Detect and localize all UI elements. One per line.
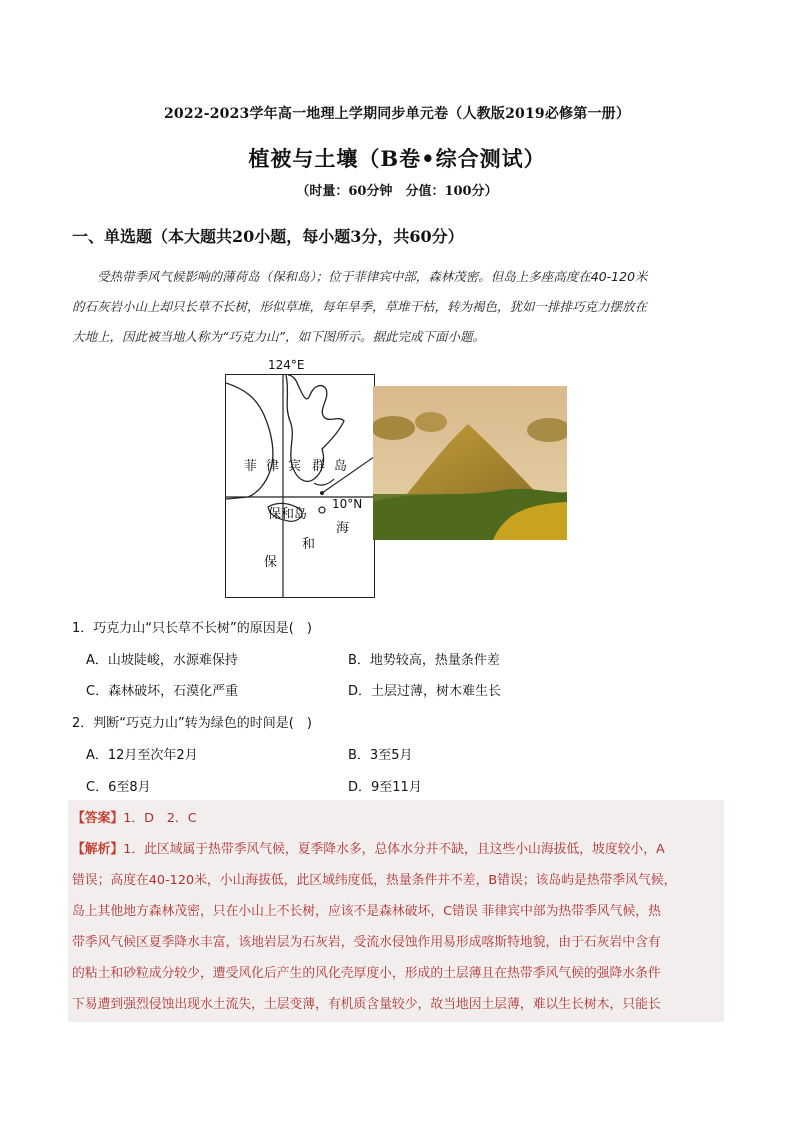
intro-passage [72, 262, 732, 352]
intro-line: 受热带季风气候影响的薄荷岛（保和岛）；位于菲律宾中部，森林茂密。但岛上多座高度在40-120米 [97, 269, 648, 284]
question-2-option-b: B．3至5月 [348, 748, 413, 763]
intro-line: 的石灰岩小山上却只长草不长树，形似草堆，每年旱季，草堆干枯，转为褐色，犹如一排排巧克力摆放在 [72, 299, 648, 314]
document-header: 2022-2023学年高一地理上学期同步单元卷（人教版2019必修第一册） [163, 106, 631, 122]
map-label-latitude: 10°N [332, 497, 363, 511]
question-1-option-b: B．地势较高，热量条件差 [348, 653, 500, 668]
page-title: 植被与土壤（B卷•综合测试） [248, 146, 546, 171]
intro-line: 大地上，因此被当地人称为“巧克力山”，如下图所示。据此完成下面小题。 [72, 329, 485, 344]
photo-illustration [373, 386, 567, 540]
question-1 [72, 617, 312, 636]
question-2-option-c: C．6至8月 [86, 780, 151, 795]
question-stem: 判断“巧克力山”转为绿色的时间是( ) [93, 716, 312, 731]
map-label: 宾 [288, 459, 302, 474]
answer-line [72, 807, 724, 826]
question-2 [72, 712, 312, 731]
map-label: 海 [336, 521, 350, 536]
chocolate-hills-photo [373, 386, 567, 540]
map-label-island: 保和岛 [268, 507, 308, 522]
map-label: 保 [264, 555, 278, 570]
question-number: 1． [72, 621, 94, 636]
map-label: 菲 [244, 459, 258, 474]
question-1-option-c: C．森林破坏，石漠化严重 [86, 684, 239, 699]
analysis-tag: 【解析】 [72, 842, 124, 857]
analysis-line: 岛上其他地方森林茂密，只在小山上不长树，应该不是森林破坏，C错误 菲律宾中部为热带季风气候，热 [72, 904, 661, 919]
map-drawing [226, 375, 374, 597]
question-number: 2． [72, 716, 94, 731]
question-2-option-d: D．9至11月 [348, 780, 422, 795]
map-label: 和 [302, 537, 316, 552]
answer-tag: 【答案】 [72, 811, 124, 826]
question-2-option-a: A．12月至次年2月 [86, 748, 198, 763]
question-1-option-d: D．土层过薄，树木难生长 [348, 684, 502, 699]
analysis-line: 带季风气候区夏季降水丰富，该地岩层为石灰岩，受流水侵蚀作用易形成喀斯特地貌，由于石灰岩中含有 [72, 935, 661, 950]
analysis-line: 下易遭到强烈侵蚀出现水土流失，土层变薄，有机质含量较少，故当地因土层薄，难以生长树木，只能长 [72, 997, 661, 1012]
question-1-option-a: A．山坡陡峻，水源难保持 [86, 653, 238, 668]
question-stem: 巧克力山“只长草不长树”的原因是( ) [93, 621, 312, 636]
exam-meta: （时量：60分钟 分值：100分） [296, 184, 498, 199]
analysis-text: 1．此区域属于热带季风气候，夏季降水多，总体水分并不缺，且这些小山海拔低，坡度较小，A [123, 842, 665, 857]
analysis-line [72, 838, 724, 857]
analysis-line: 的粘土和砂粒成分较少，遭受风化后产生的风化壳厚度小，形成的土层薄且在热带季风气候的强降水条件 [72, 966, 661, 981]
map-label: 群 [312, 459, 326, 474]
section-heading: 一、单选题（本大题共20小题，每小题3分，共60分） [72, 227, 464, 246]
map-label: 岛 [334, 459, 348, 474]
analysis-line: 错误；高度在40-120米，小山海拔低，此区域纬度低，热量条件并不差，B错误；该岛屿是热带季风气候， [72, 873, 677, 888]
location-map [225, 358, 375, 598]
map-label: 律 [266, 459, 280, 474]
answer-text: 1．D 2．C [123, 811, 197, 826]
map-label-longitude: 124°E [268, 358, 305, 372]
